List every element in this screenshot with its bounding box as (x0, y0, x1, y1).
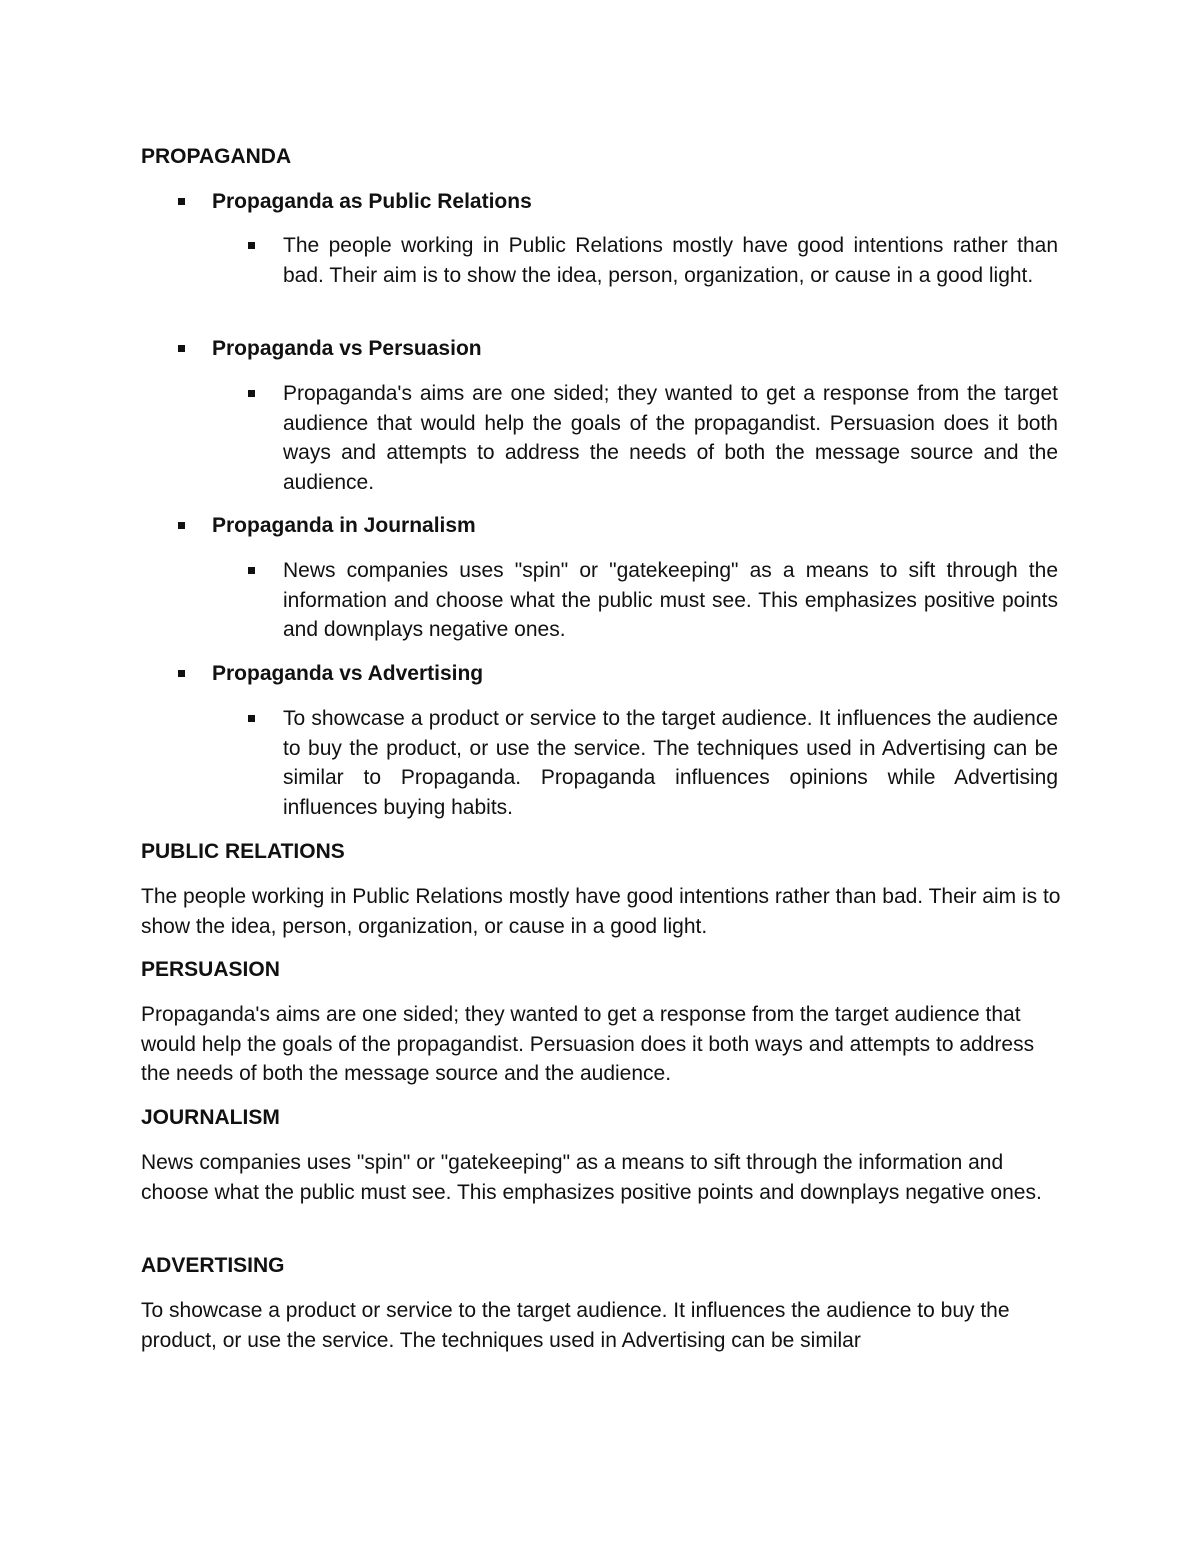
bullet-heading: Propaganda vs Persuasion (212, 337, 482, 360)
heading-public-relations: PUBLIC RELATIONS (141, 840, 345, 863)
bullet-heading: Propaganda vs Advertising (212, 662, 484, 685)
paragraph-public-relations: The people working in Public Relations mostly have good intentions rather than bad. Their aim is to show the idea, person, organization, or cause in a good light. (141, 885, 1061, 938)
subbullet-persuasion (248, 379, 1068, 497)
square-bullet-icon (178, 198, 185, 205)
heading-advertising: ADVERTISING (141, 1254, 285, 1277)
subbullet-advertising (248, 704, 1068, 822)
square-bullet-icon (248, 242, 255, 249)
paragraph-journalism: News companies uses "spin" or "gatekeeping" as a means to sift through the information and choose what the public must see. This emphasizes positive points and downplays negative ones. (141, 1151, 1042, 1204)
subbullet-text: To showcase a product or service to the target audience. It influences the audience to buy the product, or use the service. The techniques used in Advertising can be similar to Propaganda. Propaganda influences opinions while Advertising influences buying habits. (283, 707, 1058, 819)
square-bullet-icon (178, 345, 185, 352)
subbullet-text: News companies uses "spin" or "gatekeeping" as a means to sift through the information and choose what the public must see. This emphasizes positive points and downplays negative ones. (283, 559, 1058, 641)
heading-propaganda: PROPAGANDA (141, 145, 292, 168)
square-bullet-icon (248, 715, 255, 722)
heading-journalism: JOURNALISM (141, 1106, 280, 1129)
paragraph-persuasion: Propaganda's aims are one sided; they wanted to get a response from the target audience that would help the goals of the propagandist. Persuasion does it both ways and attempts to address the needs of both the message source and the audience. (141, 1003, 1035, 1085)
square-bullet-icon (248, 567, 255, 574)
square-bullet-icon (248, 390, 255, 397)
square-bullet-icon (178, 670, 185, 677)
paragraph-advertising: To showcase a product or service to the target audience. It influences the audience to buy the product, or use the service. The techniques used in Advertising can be similar (141, 1299, 1010, 1352)
square-bullet-icon (178, 522, 185, 529)
heading-persuasion: PERSUASION (141, 958, 280, 981)
subbullet-public-relations (248, 231, 1068, 290)
bullet-heading: Propaganda in Journalism (212, 514, 476, 537)
subbullet-text: Propaganda's aims are one sided; they wanted to get a response from the target audience that would help the goals of the propagandist. Persuasion does it both ways and attempts to address the needs of both the message source and the audience. (283, 382, 1058, 494)
subbullet-journalism (248, 556, 1068, 645)
bullet-heading: Propaganda as Public Relations (212, 190, 532, 213)
subbullet-text: The people working in Public Relations mostly have good intentions rather than bad. Their aim is to show the idea, person, organization, or cause in a good light. (283, 234, 1058, 287)
